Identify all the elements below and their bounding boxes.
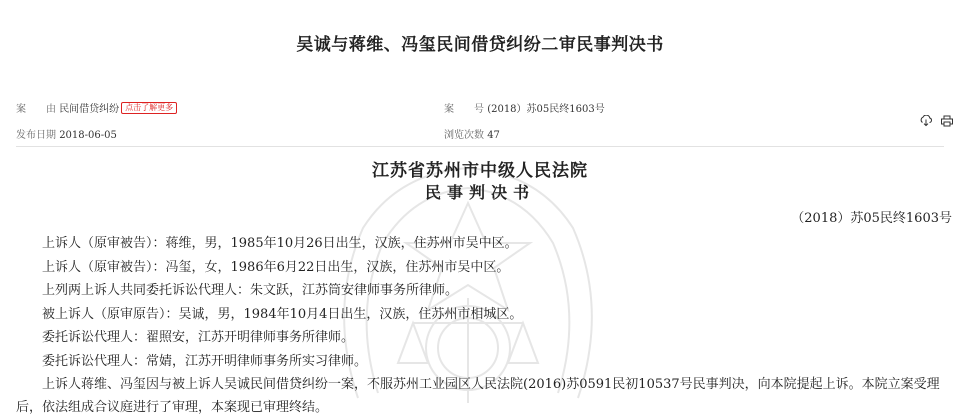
document-case-number: （2018）苏05民终1603号 [791,211,952,226]
case-number-label: 案 号 [444,104,484,115]
case-number-value: (2018）苏05民终1603号 [487,104,605,115]
publish-date-label: 发布日期 [16,130,56,141]
appellants-agent-paragraph: 上列两上诉人共同委托诉讼代理人：朱文跃，江苏筒安律师事务所律师。 [42,283,459,298]
view-count-value: 47 [487,130,500,141]
learn-more-button[interactable]: 点击了解更多 [121,102,177,114]
toolbar [917,112,954,124]
header-divider [16,146,944,147]
appellee-agent-2-paragraph: 委托诉讼代理人：常婧，江苏开明律师事务所实习律师。 [42,354,368,369]
appellee-agent-1-paragraph: 委托诉讼代理人：翟照安，江苏开明律师事务所律师。 [42,330,355,345]
view-count-label: 浏览次数 [444,130,484,141]
download-icon[interactable] [919,112,933,124]
appellant-1-paragraph: 上诉人（原审被告）：蒋维，男，1985年10月26日出生，汉族，住苏州市吴中区。 [42,236,518,251]
appellant-2-paragraph: 上诉人（原审被告）：冯玺，女，1986年6月22日出生，汉族，住苏州市吴中区。 [42,260,510,275]
document-title: 吴诚与蒋维、冯玺民间借贷纠纷二审民事判决书 [296,35,664,55]
print-icon[interactable] [940,112,954,124]
case-cause-row [16,100,177,115]
case-cause-value: 民间借贷纠纷 [59,104,120,115]
appellee-paragraph: 被上诉人（原审原告）：吴诚，男，1984年10月4日出生，汉族，住苏州市相城区。 [42,307,523,322]
document-type: 民事判决书 [424,183,535,202]
court-name: 江苏省苏州市中级人民法院 [372,161,588,181]
case-cause-label: 案 由 [16,104,56,115]
publish-date-value: 2018-06-05 [59,130,117,141]
publish-date-row [16,126,117,141]
case-summary-paragraph: 上诉人蒋维、冯玺因与被上诉人吴诚民间借贷纠纷一案，不服苏州工业园区人民法院(2016)苏0591民初10537号民事判决，向本院提起上诉。本院立案受理后，依法组成合议庭进行了审理，本案现已审理终结。 [16,377,940,415]
view-count-row [444,126,500,141]
case-number-row [444,100,605,115]
